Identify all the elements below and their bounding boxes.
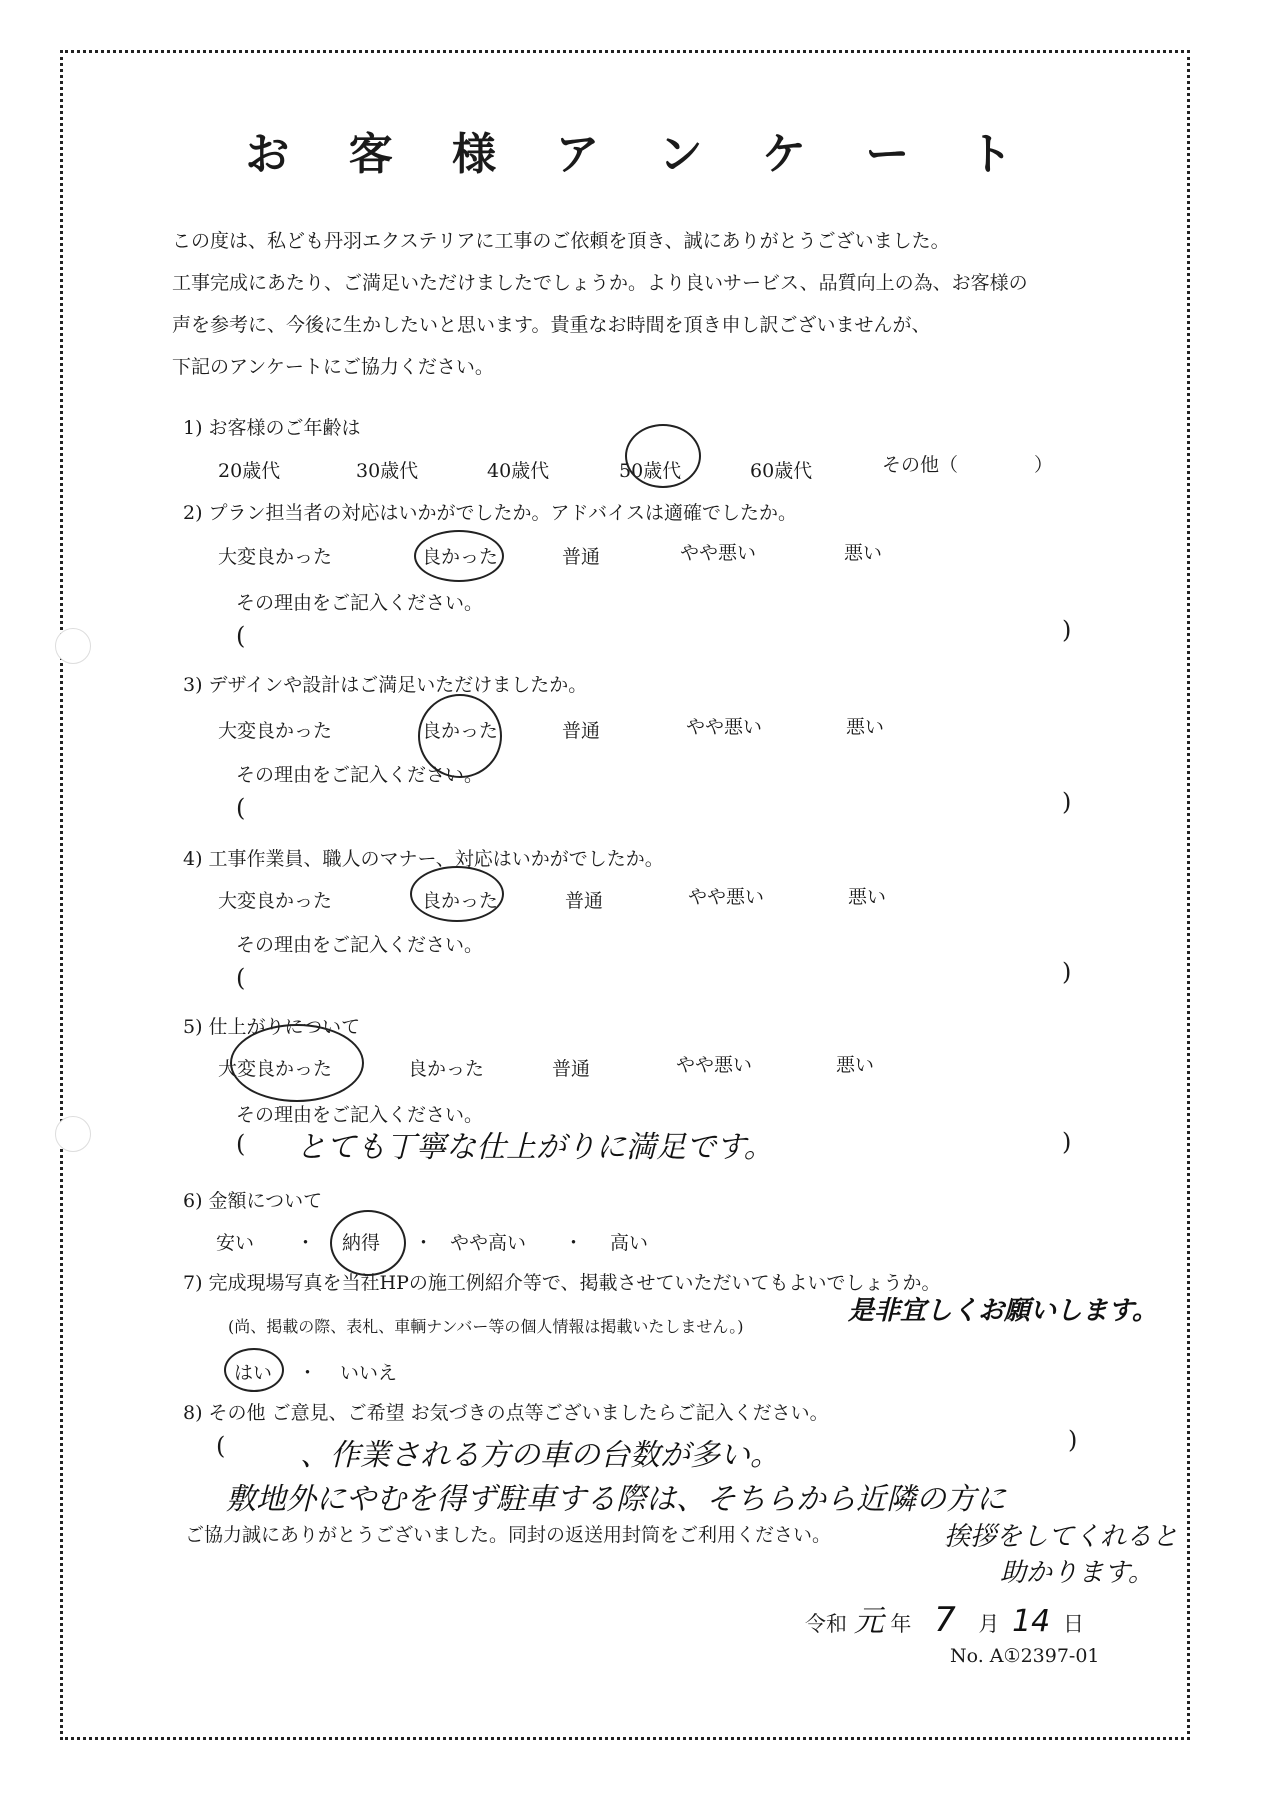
q7-option[interactable]: いいえ	[340, 1362, 398, 1384]
date-era: 令和	[805, 1612, 847, 1636]
question-4: 4) 工事作業員、職人のマナー、対応はいかがでしたか。	[183, 848, 664, 870]
q5-option[interactable]: 悪い	[836, 1054, 875, 1076]
q6-option[interactable]: やや高い	[450, 1232, 527, 1254]
q2-option[interactable]: やや悪い	[680, 542, 757, 564]
q4-option[interactable]: 大変良かった	[218, 890, 333, 912]
q4-option[interactable]: やや悪い	[688, 886, 765, 908]
q5-option-selected[interactable]: 大変良かった	[218, 1058, 333, 1080]
intro-line: この度は、私ども丹羽エクステリアに工事のご依頼を頂き、誠にありがとうございました。	[172, 230, 950, 252]
q5-reason-label: その理由をご記入ください。	[236, 1104, 484, 1126]
q1-option[interactable]: 40歳代	[487, 460, 550, 482]
close-paren: )	[1068, 1426, 1078, 1454]
question-3: 3) デザインや設計はご満足いただけましたか。	[183, 674, 588, 696]
thank-you-message: ご協力誠にありがとうございました。同封の返送用封筒をご利用ください。	[185, 1524, 832, 1546]
q3-option-selected[interactable]: 良かった	[422, 720, 499, 742]
close-paren: )	[1062, 616, 1072, 644]
date-year-suffix: 年	[890, 1612, 912, 1636]
q8-answer-line[interactable]: 挨拶をしてくれると	[944, 1522, 1179, 1552]
close-paren: )	[1062, 1128, 1072, 1156]
q1-option-other[interactable]: その他（ ）	[882, 454, 1054, 476]
date-month-suffix: 月	[978, 1612, 1000, 1636]
q1-option[interactable]: 60歳代	[750, 460, 813, 482]
q3-option[interactable]: 大変良かった	[218, 720, 333, 742]
q4-option[interactable]: 悪い	[848, 886, 887, 908]
date-field	[805, 1596, 1084, 1640]
question-5: 5) 仕上がりについて	[183, 1016, 361, 1038]
q2-reason-label: その理由をご記入ください。	[236, 592, 484, 614]
question-8: 8) その他 ご意見、ご希望 お気づきの点等ございましたらご記入ください。	[183, 1402, 829, 1424]
q4-option-selected[interactable]: 良かった	[422, 890, 499, 912]
page-title: お 客 様 ア ン ケ ー ト	[245, 129, 1035, 180]
punch-hole	[55, 1116, 91, 1152]
separator-dot: ・	[564, 1232, 584, 1254]
close-paren: )	[1062, 788, 1072, 816]
question-1: 1) お客様のご年齢は	[183, 417, 361, 439]
open-paren: (	[216, 1432, 226, 1460]
q7-option-selected[interactable]: はい	[234, 1362, 273, 1384]
open-paren: (	[236, 622, 246, 650]
q1-option[interactable]: 20歳代	[218, 460, 281, 482]
q5-reason-answer[interactable]: とても丁寧な仕上がりに満足です。	[296, 1130, 774, 1165]
q2-option[interactable]: 普通	[562, 546, 601, 568]
open-paren: (	[236, 1130, 246, 1158]
q7-comment[interactable]: 是非宜しくお願いします。	[848, 1296, 1158, 1326]
q1-option-selected[interactable]: 50歳代	[619, 460, 682, 482]
q5-option[interactable]: 普通	[552, 1058, 591, 1080]
separator-dot: ・	[298, 1362, 318, 1384]
q8-answer-line[interactable]: 、作業される方の車の台数が多い。	[300, 1438, 780, 1473]
close-paren: )	[1062, 958, 1072, 986]
date-day[interactable]: 14	[1012, 1604, 1051, 1639]
date-day-suffix: 日	[1062, 1612, 1084, 1636]
separator-dot: ・	[414, 1232, 434, 1254]
q6-option-selected[interactable]: 納得	[342, 1232, 381, 1254]
q3-reason-label: その理由をご記入ください。	[236, 764, 484, 786]
document-number: No. A①2397-01	[950, 1645, 1100, 1667]
q2-option[interactable]: 悪い	[844, 542, 883, 564]
q3-option[interactable]: 普通	[562, 720, 601, 742]
q5-option[interactable]: 良かった	[408, 1058, 485, 1080]
q3-option[interactable]: 悪い	[846, 716, 885, 738]
question-2: 2) プラン担当者の対応はいかがでしたか。アドバイスは適確でしたか。	[183, 502, 797, 524]
question-7: 7) 完成現場写真を当社HPの施工例紹介等で、掲載させていただいてもよいでしょうか。	[183, 1272, 941, 1294]
date-year[interactable]: 元	[853, 1604, 884, 1639]
q4-option[interactable]: 普通	[565, 890, 604, 912]
q8-answer-line[interactable]: 敷地外にやむを得ず駐車する際は、そちらから近隣の方に	[226, 1482, 1006, 1517]
q4-reason-label: その理由をご記入ください。	[236, 934, 484, 956]
open-paren: (	[236, 794, 246, 822]
date-month[interactable]: 7	[934, 1600, 956, 1640]
q6-option[interactable]: 安い	[216, 1232, 255, 1254]
q2-option[interactable]: 大変良かった	[218, 546, 333, 568]
separator-dot: ・	[296, 1232, 316, 1254]
question-6: 6) 金額について	[183, 1190, 323, 1212]
intro-line: 声を参考に、今後に生かしたいと思います。貴重なお時間を頂き申し訳ございませんが、	[172, 314, 931, 336]
q1-option[interactable]: 30歳代	[356, 460, 419, 482]
q6-option[interactable]: 高い	[610, 1232, 649, 1254]
intro-line: 工事完成にあたり、ご満足いただけましたでしょうか。より良いサービス、品質向上の為、お客様の	[172, 272, 1028, 294]
intro-line: 下記のアンケートにご協力ください。	[172, 356, 494, 378]
q2-option-selected[interactable]: 良かった	[422, 546, 499, 568]
open-paren: (	[236, 964, 246, 992]
punch-hole	[55, 628, 91, 664]
q7-note: (尚、掲載の際、表札、車輌ナンバー等の個人情報は掲載いたしません。)	[228, 1317, 744, 1336]
q3-option[interactable]: やや悪い	[686, 716, 763, 738]
q5-option[interactable]: やや悪い	[676, 1054, 753, 1076]
q8-answer-line[interactable]: 助かります。	[1000, 1558, 1154, 1588]
